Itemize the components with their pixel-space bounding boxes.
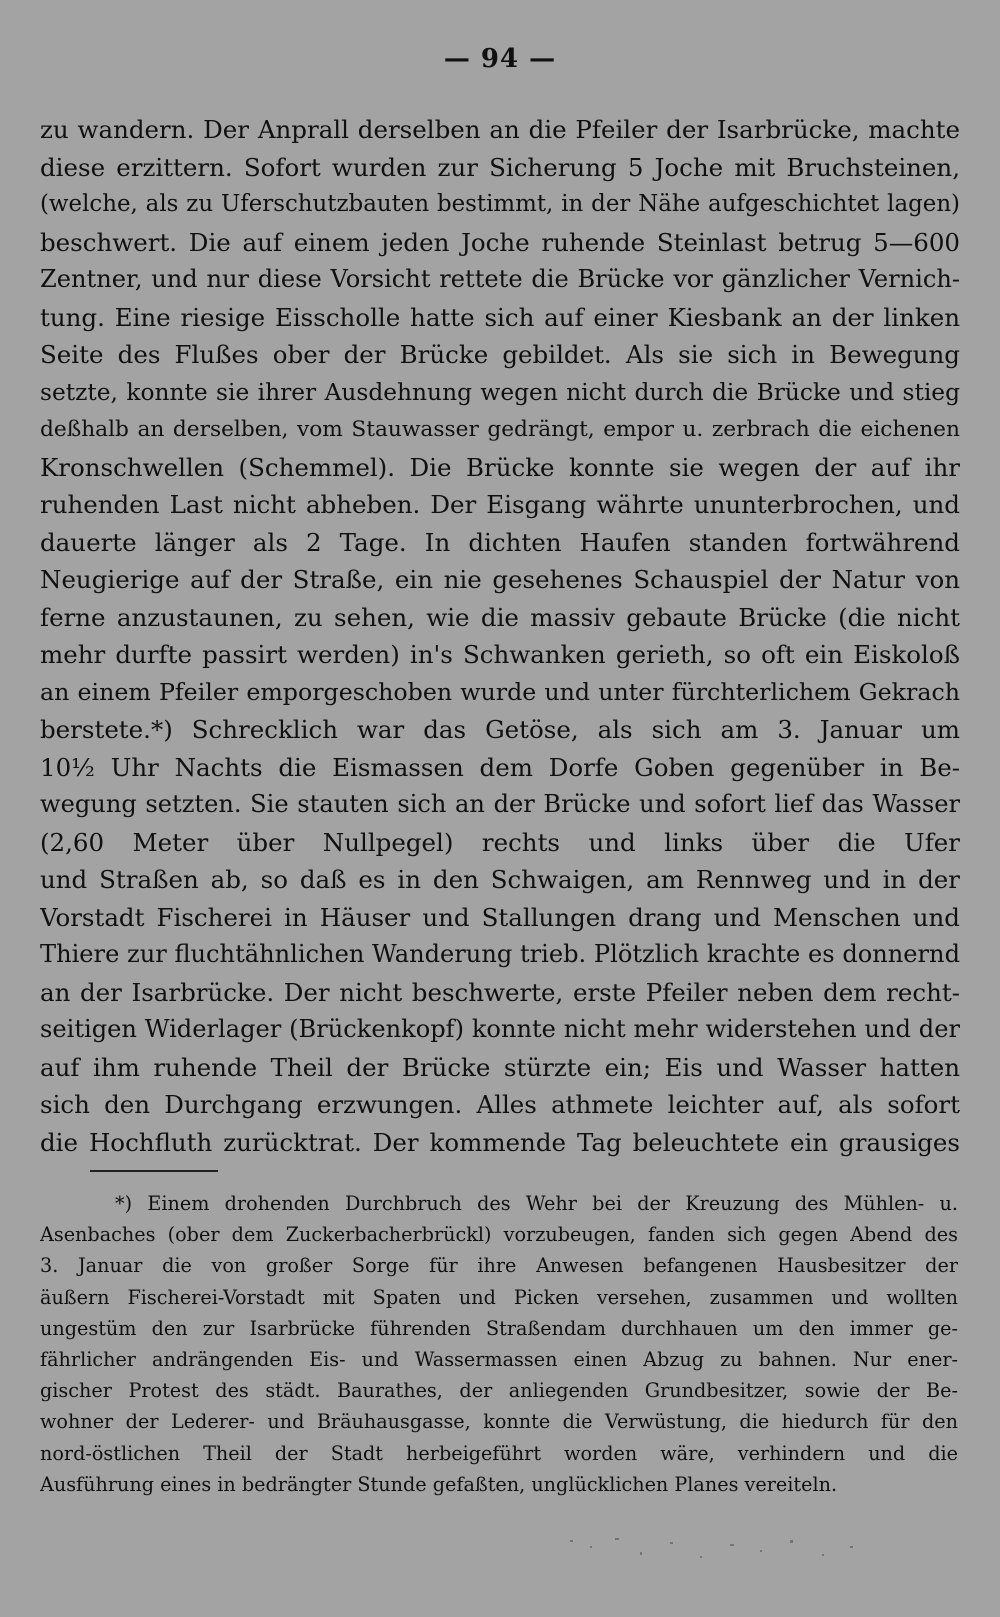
footnote-line: äußern Fischerei-Vorstadt mit Spaten und Picken versehen, zusammen und wollten: [40, 1285, 958, 1309]
footnote-line: fährlicher andrängenden Eis- und Wassermassen einen Abzug zu bahnen. Nur ener-: [40, 1347, 958, 1371]
body-text: [40, 111, 960, 1161]
body-line: wegung setzten. Sie stauten sich an der Brücke und sofort lief das Wasser: [40, 790, 960, 818]
body-line: diese erzittern. Sofort wurden zur Sicherung 5 Joche mit Bruchsteinen,: [40, 152, 960, 182]
footnote-line: nord-östlichen Theil der Stadt herbeigeführt worden wäre, verhindern und die: [40, 1441, 958, 1465]
body-line: sich den Durchgang erzwungen. Alles athmete leichter auf, als sofort: [40, 1090, 960, 1119]
body-line: die Hochfluth zurücktrat. Der kommende Tag beleuchtete ein grausiges: [40, 1127, 960, 1157]
footnote-line: Ausführung eines in bedrängter Stunde gefaßten, unglücklichen Planes vereiteln.: [40, 1472, 838, 1496]
body-line: tung. Eine riesige Eisscholle hatte sich auf einer Kiesbank an der linken: [40, 302, 960, 332]
body-line: berstete.*) Schrecklich war das Getöse, als sich am 3. Januar um: [40, 715, 960, 744]
body-line: auf ihm ruhende Theil der Brücke stürzte ein; Eis und Wasser hatten: [40, 1052, 960, 1082]
scan-noise: [560, 1532, 880, 1572]
body-line: seitigen Widerlager (Brückenkopf) konnte nicht mehr widerstehen und der: [40, 1015, 960, 1043]
body-line: Zentner, und nur diese Vorsicht rettete die Brücke vor gänzlicher Vernich-: [40, 265, 960, 293]
body-line: Thiere zur fluchtähnlichen Wanderung trieb. Plötzlich krachte es donnernd: [40, 940, 960, 968]
footnote: [40, 1188, 958, 1500]
body-line: mehr durfte passirt werden) in's Schwanken gerieth, so oft ein Eiskoloß: [40, 640, 960, 669]
body-line: an der Isarbrücke. Der nicht beschwerte, erste Pfeiler neben dem recht-: [40, 977, 960, 1007]
footnote-line: ungestüm den zur Isarbrücke führenden Straßendam durchhauen um den immer ge-: [40, 1316, 958, 1340]
body-line: beschwert. Die auf einem jeden Joche ruhende Steinlast betrug 5—600: [40, 227, 960, 257]
body-line: Seite des Flußes ober der Brücke gebildet. Als sie sich in Bewegung: [40, 340, 960, 369]
body-line: dauerte länger als 2 Tage. In dichten Haufen standen fortwährend: [40, 527, 960, 557]
body-line: Kronschwellen (Schemmel). Die Brücke konnte sie wegen der auf ihr: [40, 452, 960, 482]
body-line: ferne anzustaunen, zu sehen, wie die massiv gebaute Brücke (die nicht: [40, 602, 960, 632]
body-line: zu wandern. Der Anprall derselben an die Pfeiler der Isarbrücke, machte: [40, 115, 960, 144]
page-number: — 94 —: [443, 44, 557, 74]
footnote-separator: [90, 1170, 218, 1172]
footnote-line: *) Einem drohenden Durchbruch des Wehr bei der Kreuzung des Mühlen- u.: [115, 1192, 958, 1215]
footnote-line: wohner der Lederer- und Bräuhausgasse, konnte die Verwüstung, die hiedurch für den: [40, 1410, 958, 1434]
body-line: ruhenden Last nicht abheben. Der Eisgang währte ununterbrochen, und: [40, 490, 960, 519]
body-line: setzte, konnte sie ihrer Ausdehnung wegen nicht durch die Brücke und stieg: [40, 378, 960, 406]
footnote-line: Asenbaches (ober dem Zuckerbacherbrückl) vorzubeugen, fanden sich gegen Abend des: [40, 1223, 958, 1247]
body-line: 10½ Uhr Nachts die Eismassen dem Dorfe Goben gegenüber in Be-: [40, 752, 960, 782]
body-line: Neugierige auf der Straße, ein nie gesehenes Schauspiel der Natur von: [40, 565, 960, 594]
body-line: (welche, als zu Uferschutzbauten bestimmt, in der Nähe aufgeschichtet lagen): [40, 191, 960, 217]
body-line: deßhalb an derselben, vom Stauwasser gedrängt, empor u. zerbrach die eichenen: [40, 417, 960, 442]
body-line: Vorstadt Fischerei in Häuser und Stallungen drang und Menschen und: [40, 902, 960, 932]
body-line: an einem Pfeiler emporgeschoben wurde und unter fürchterlichem Gekrach: [40, 677, 960, 706]
body-line: (2,60 Meter über Nullpegel) rechts und links über die Ufer: [40, 827, 960, 857]
footnote-line: 3. Januar die von großer Sorge für ihre Anwesen befangenen Hausbesitzer der: [40, 1254, 958, 1278]
body-line: und Straßen ab, so daß es in den Schwaigen, am Rennweg und in der: [40, 865, 960, 894]
footnote-line: gischer Protest des städt. Baurathes, der anliegenden Grundbesitzer, sowie der Be-: [40, 1379, 958, 1403]
